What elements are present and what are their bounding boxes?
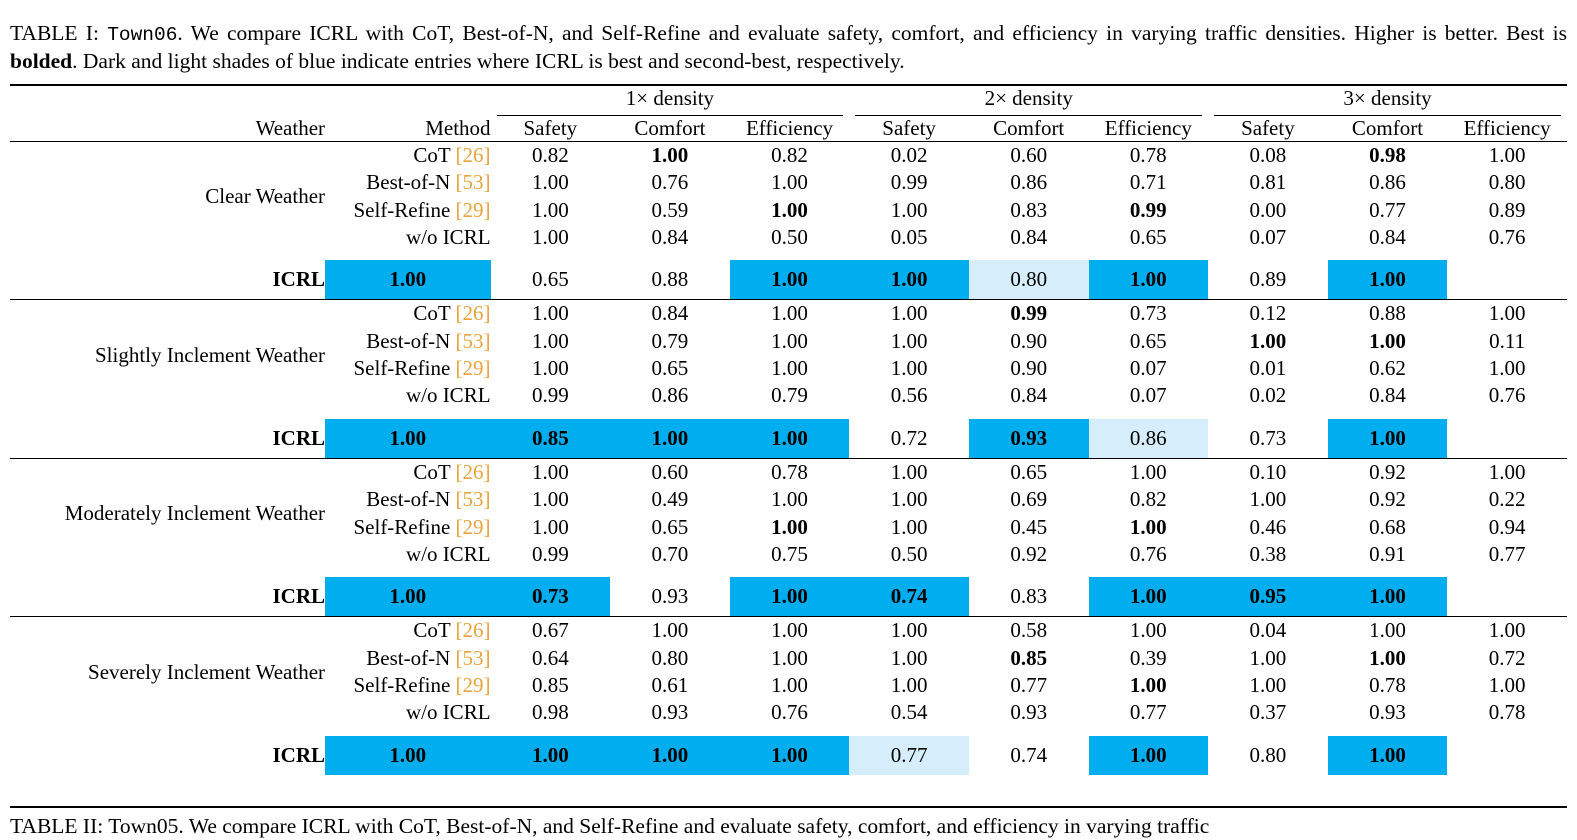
metric-value: 0.70 [651, 541, 689, 566]
metric-value: 1.00 [890, 328, 928, 353]
density-header-2x: 2× density [849, 86, 1208, 116]
metric-value: 1.00 [1129, 673, 1167, 698]
table-row [10, 142, 1567, 169]
metric-value: 0.84 [1010, 224, 1048, 249]
metric-value-highlighted: 0.86 [1089, 419, 1209, 459]
metric-value: 0.92 [1369, 459, 1406, 484]
metric-value-highlighted: 0.73 [491, 577, 611, 617]
metric-value: 0.64 [531, 645, 569, 670]
header-comfort-1x: Comfort [634, 116, 706, 140]
metric-value: 0.93 [1010, 700, 1048, 725]
metric-value: 0.12 [1249, 301, 1287, 326]
metric-value: 1.00 [1488, 356, 1526, 381]
metric-value: 0.98 [1369, 143, 1406, 167]
metric-value: 0.76 [771, 700, 808, 725]
method-label: w/o ICRL [405, 383, 491, 408]
row-spacer [10, 410, 1567, 419]
citation-ref[interactable]: [29] [455, 197, 491, 222]
metric-value: 0.82 [771, 143, 808, 167]
metric-value: 0.82 [531, 143, 569, 167]
metric-value-highlighted: 1.00 [1089, 577, 1209, 617]
metric-value: 0.50 [890, 541, 928, 566]
method-label: w/o ICRL [405, 541, 491, 566]
metric-value: 0.76 [1488, 224, 1526, 249]
metric-value: 0.84 [651, 224, 689, 249]
metric-value-highlighted: 1.00 [1328, 260, 1448, 300]
method-label: Best-of-N [53] [366, 328, 491, 353]
metric-value: 1.00 [531, 328, 569, 353]
metric-value: 0.91 [1369, 541, 1406, 566]
header-safety-1x: Safety [523, 116, 578, 140]
caption-town-name: Town06 [107, 24, 178, 46]
next-caption-town-name: Town05 [108, 814, 179, 839]
metric-value: 0.77 [1129, 700, 1167, 725]
method-label: CoT [26] [413, 459, 491, 484]
metric-value: 0.78 [1129, 143, 1167, 167]
metric-value: 0.76 [1488, 383, 1526, 408]
metric-value: 0.99 [531, 541, 569, 566]
metric-value-highlighted: 1.00 [730, 260, 850, 300]
metric-value: 0.00 [1249, 197, 1287, 222]
metric-value: 0.11 [1489, 328, 1526, 353]
density-header-1x: 1× density [491, 86, 850, 116]
metric-value-highlighted: 1.00 [610, 736, 730, 775]
citation-ref[interactable]: [53] [455, 328, 491, 353]
metric-value: 0.84 [1010, 383, 1048, 408]
citation-ref[interactable]: [26] [455, 618, 491, 643]
metric-value: 1.00 [1249, 645, 1287, 670]
weather-label: Severely Inclement Weather [88, 659, 326, 684]
metric-value: 1.00 [1129, 618, 1167, 643]
method-label-icrl: ICRL [272, 267, 326, 292]
metric-value: 0.88 [651, 267, 689, 292]
metric-value: 0.77 [1369, 197, 1406, 222]
metric-value: 0.85 [1010, 645, 1048, 670]
metric-value: 1.00 [771, 328, 808, 353]
metric-value: 1.00 [890, 356, 928, 381]
method-label: CoT [26] [413, 301, 491, 326]
citation-ref[interactable]: [53] [455, 487, 491, 512]
method-label-icrl: ICRL [272, 584, 326, 609]
metric-value: 1.00 [771, 356, 808, 381]
density-header-3x: 3× density [1208, 86, 1567, 116]
metric-value: 0.65 [1129, 224, 1167, 249]
next-caption-text: . We compare ICRL with CoT, Best-of-N, and Self-Refine and evaluate safety, comfort, and efficiency in varying traffic [178, 814, 1210, 839]
metric-value: 0.59 [651, 197, 689, 222]
metric-value: 1.00 [890, 487, 928, 512]
table-row [10, 459, 1567, 486]
metric-value: 0.60 [1010, 143, 1048, 167]
metric-value: 0.58 [1010, 618, 1048, 643]
metric-value: 1.00 [531, 356, 569, 381]
metric-value: 1.00 [531, 301, 569, 326]
metric-value: 0.94 [1488, 514, 1526, 539]
metric-value: 0.92 [1010, 541, 1048, 566]
metric-value: 0.79 [771, 383, 808, 408]
metric-value-highlighted: 0.74 [849, 577, 969, 617]
citation-ref[interactable]: [53] [455, 645, 491, 670]
metric-value: 1.00 [771, 645, 808, 670]
weather-label: Slightly Inclement Weather [94, 342, 326, 367]
method-label: Best-of-N [53] [366, 487, 491, 512]
metric-value: 0.08 [1249, 143, 1287, 167]
citation-ref[interactable]: [29] [455, 673, 491, 698]
metric-value-highlighted: 1.00 [730, 577, 850, 617]
metric-value: 0.60 [651, 459, 689, 484]
metric-value: 0.02 [890, 143, 928, 167]
metric-value: 0.65 [651, 514, 689, 539]
metric-value: 1.00 [531, 459, 569, 484]
metric-value: 0.07 [1129, 383, 1167, 408]
metric-value: 1.00 [771, 618, 808, 643]
metric-value-highlighted: 0.95 [1208, 577, 1328, 617]
metric-value: 1.00 [531, 514, 569, 539]
metric-value: 1.00 [1129, 514, 1167, 539]
metric-value: 1.00 [890, 673, 928, 698]
metric-value: 1.00 [771, 673, 808, 698]
metric-value: 0.83 [1010, 584, 1048, 609]
metric-value-highlighted: 1.00 [491, 736, 611, 775]
header-method: Method [425, 116, 491, 140]
metric-value-highlighted: 1.00 [1089, 260, 1209, 300]
metric-value-highlighted: 1.00 [325, 736, 491, 775]
metric-value-highlighted: 1.00 [730, 736, 850, 775]
citation-ref[interactable]: [29] [455, 356, 491, 381]
icrl-row [10, 736, 1567, 775]
header-efficiency-3x: Efficiency [1463, 116, 1551, 140]
metric-value: 0.80 [1488, 170, 1526, 195]
method-label: CoT [26] [413, 143, 491, 167]
metric-value: 0.90 [1010, 356, 1048, 381]
metric-value: 1.00 [771, 514, 808, 539]
metric-value: 0.38 [1249, 541, 1287, 566]
metric-value: 1.00 [651, 618, 689, 643]
metric-header-row [10, 116, 1567, 142]
metric-value: 1.00 [771, 301, 808, 326]
metric-value: 1.00 [890, 645, 928, 670]
metric-value: 1.00 [1249, 673, 1287, 698]
metric-value: 0.99 [890, 170, 928, 195]
metric-value: 0.80 [651, 645, 689, 670]
method-label: Best-of-N [53] [366, 645, 491, 670]
caption-text-part-1: . We compare ICRL with CoT, Best-of-N, and Self-Refine and evaluate safety, comfort, and efficiency in varying traffic densities. Higher is better. Best is [177, 21, 1567, 45]
row-spacer [10, 568, 1567, 577]
next-caption-label: TABLE II: [10, 814, 104, 839]
metric-value: 0.67 [531, 618, 569, 643]
metric-value: 0.86 [651, 383, 689, 408]
metric-value: 0.65 [1010, 459, 1048, 484]
metric-value: 1.00 [1488, 143, 1526, 167]
table-row [10, 617, 1567, 644]
method-label: Self-Refine [29] [353, 197, 491, 222]
metric-value-highlighted: 1.00 [1328, 736, 1448, 775]
metric-value: 0.80 [1249, 742, 1287, 767]
metric-value: 0.72 [1488, 645, 1526, 670]
metric-value: 1.00 [1488, 618, 1526, 643]
metric-value: 1.00 [531, 487, 569, 512]
caption-bold-word: bolded [10, 48, 73, 73]
metric-value: 0.65 [1129, 328, 1167, 353]
metric-value: 0.93 [651, 584, 689, 609]
metric-value: 1.00 [1488, 459, 1526, 484]
metric-value: 0.81 [1249, 170, 1287, 195]
metric-value: 0.86 [1369, 170, 1406, 195]
metric-value: 0.93 [651, 700, 689, 725]
method-label: Self-Refine [29] [353, 673, 491, 698]
metric-value: 1.00 [771, 170, 808, 195]
metric-value: 1.00 [1129, 459, 1167, 484]
density-header-row [10, 86, 1567, 116]
metric-value: 0.10 [1249, 459, 1287, 484]
metric-value-highlighted: 1.00 [610, 419, 730, 459]
weather-label: Clear Weather [205, 184, 326, 209]
method-label: Self-Refine [29] [353, 356, 491, 381]
metric-value: 1.00 [890, 618, 928, 643]
header-weather: Weather [255, 116, 326, 140]
metric-value: 0.45 [1010, 514, 1048, 539]
metric-value: 0.78 [1369, 673, 1406, 698]
citation-ref[interactable]: [26] [455, 301, 491, 326]
metric-value: 0.82 [1129, 487, 1167, 512]
metric-value: 0.79 [651, 328, 689, 353]
metric-value: 0.89 [1488, 197, 1526, 222]
metric-value: 0.75 [771, 541, 808, 566]
metric-value: 0.73 [1129, 301, 1167, 326]
metric-value: 1.00 [1369, 645, 1406, 670]
metric-value-highlighted: 1.00 [1328, 577, 1448, 617]
metric-value: 0.90 [1010, 328, 1048, 353]
metric-value: 1.00 [1488, 673, 1526, 698]
icrl-row [10, 419, 1567, 459]
icrl-row [10, 577, 1567, 617]
metric-value: 0.05 [890, 224, 928, 249]
metric-value: 0.89 [1249, 267, 1287, 292]
metric-value: 0.88 [1369, 301, 1406, 326]
metric-value: 0.72 [890, 425, 928, 450]
metric-value-highlighted: 1.00 [325, 419, 491, 459]
metric-value: 0.62 [1369, 356, 1406, 381]
header-safety-3x: Safety [1241, 116, 1295, 140]
method-label-icrl: ICRL [272, 425, 326, 450]
metric-value: 0.61 [651, 673, 689, 698]
metric-value: 0.71 [1129, 170, 1167, 195]
metric-value: 0.68 [1369, 514, 1406, 539]
metric-value: 0.74 [1010, 742, 1048, 767]
citation-ref[interactable]: [26] [455, 143, 491, 167]
metric-value: 0.86 [1010, 170, 1048, 195]
row-spacer [10, 251, 1567, 260]
metric-value: 0.98 [531, 700, 569, 725]
metric-value: 0.54 [890, 700, 928, 725]
metric-value: 0.78 [1488, 700, 1526, 725]
metric-value-highlighted: 1.00 [730, 419, 850, 459]
metric-value-highlighted: 0.85 [491, 419, 611, 459]
metric-value-highlighted: 0.77 [849, 736, 969, 775]
row-spacer [10, 727, 1567, 736]
metric-value: 1.00 [890, 459, 928, 484]
metric-value: 1.00 [1488, 301, 1526, 326]
metric-value: 0.46 [1249, 514, 1287, 539]
metric-value-highlighted: 1.00 [1328, 419, 1448, 459]
metric-value: 1.00 [1249, 328, 1287, 353]
metric-value: 0.39 [1129, 645, 1167, 670]
metric-value-highlighted: 1.00 [849, 260, 969, 300]
metric-value: 1.00 [771, 197, 808, 222]
metric-value: 0.01 [1249, 356, 1287, 381]
table-bottom-rule [10, 806, 1567, 808]
metric-value: 1.00 [531, 224, 569, 249]
metric-value: 1.00 [1369, 618, 1406, 643]
metric-value: 0.92 [1369, 487, 1406, 512]
metric-value: 1.00 [890, 514, 928, 539]
metric-value: 0.83 [1010, 197, 1048, 222]
citation-ref[interactable]: [53] [455, 170, 491, 195]
metric-value: 1.00 [1249, 487, 1287, 512]
metric-value: 0.65 [531, 267, 569, 292]
header-efficiency-1x: Efficiency [745, 116, 834, 140]
metric-value: 0.69 [1010, 487, 1048, 512]
method-label: w/o ICRL [405, 224, 491, 249]
metric-value: 0.22 [1488, 487, 1526, 512]
results-table [10, 84, 1567, 775]
metric-value: 0.37 [1249, 700, 1287, 725]
table-row [10, 300, 1567, 327]
metric-value: 0.84 [1369, 224, 1406, 249]
metric-value: 1.00 [890, 197, 928, 222]
header-safety-2x: Safety [882, 116, 936, 140]
metric-value: 0.78 [771, 459, 808, 484]
table-caption [10, 20, 1567, 74]
metric-value: 1.00 [771, 487, 808, 512]
metric-value-highlighted: 1.00 [325, 260, 491, 300]
metric-value: 0.04 [1249, 618, 1287, 643]
metric-value: 0.07 [1249, 224, 1287, 249]
method-label: Best-of-N [53] [366, 170, 491, 195]
metric-value-highlighted: 1.00 [1089, 736, 1209, 775]
metric-value: 0.77 [1488, 541, 1526, 566]
metric-value: 0.02 [1249, 383, 1287, 408]
method-label: w/o ICRL [405, 700, 491, 725]
header-comfort-2x: Comfort [993, 116, 1065, 140]
metric-value: 1.00 [890, 301, 928, 326]
metric-value: 0.77 [1010, 673, 1048, 698]
method-label: CoT [26] [413, 618, 491, 643]
caption-text-part-2: . Dark and light shades of blue indicate entries where ICRL is best and second-best, respectively. [72, 48, 905, 73]
metric-value: 0.76 [651, 170, 689, 195]
metric-value: 0.07 [1129, 356, 1167, 381]
weather-label: Moderately Inclement Weather [64, 501, 326, 526]
header-efficiency-2x: Efficiency [1104, 116, 1192, 140]
method-label-icrl: ICRL [272, 742, 326, 767]
icrl-row [10, 260, 1567, 300]
metric-value: 0.84 [1369, 383, 1406, 408]
metric-value: 0.99 [531, 383, 569, 408]
metric-value: 1.00 [651, 143, 689, 167]
metric-value-highlighted: 0.80 [969, 260, 1089, 300]
metric-value: 0.99 [1129, 197, 1167, 222]
caption-label: TABLE I: [10, 21, 99, 45]
metric-value: 0.93 [1369, 700, 1406, 725]
metric-value-highlighted: 0.93 [969, 419, 1089, 459]
metric-value: 0.85 [531, 673, 569, 698]
metric-value: 0.76 [1129, 541, 1167, 566]
metric-value: 0.50 [771, 224, 808, 249]
next-table-caption [10, 802, 1567, 840]
metric-value: 0.49 [651, 487, 689, 512]
metric-value: 0.65 [651, 356, 689, 381]
method-label: Self-Refine [29] [353, 514, 491, 539]
metric-value: 1.00 [1369, 328, 1406, 353]
metric-value-highlighted: 1.00 [325, 577, 491, 617]
header-comfort-3x: Comfort [1351, 116, 1424, 140]
citation-ref[interactable]: [29] [455, 514, 491, 539]
metric-value: 0.84 [651, 301, 689, 326]
metric-value: 0.99 [1010, 301, 1048, 326]
metric-value: 1.00 [531, 170, 569, 195]
citation-ref[interactable]: [26] [455, 459, 491, 484]
metric-value: 1.00 [531, 197, 569, 222]
metric-value: 0.73 [1249, 425, 1287, 450]
metric-value: 0.56 [890, 383, 928, 408]
